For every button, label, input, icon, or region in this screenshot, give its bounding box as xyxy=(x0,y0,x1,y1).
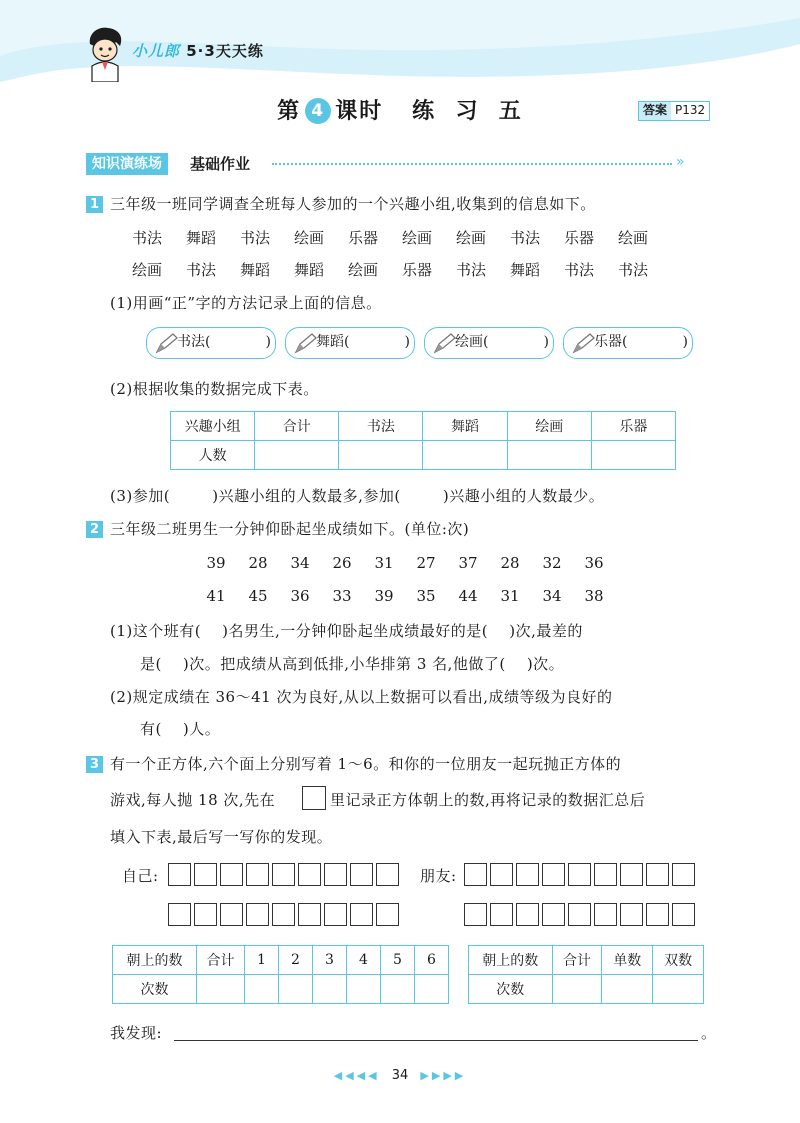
answer-cell[interactable] xyxy=(552,975,602,1004)
data-value: 34 xyxy=(290,554,310,572)
data-value: 书法 xyxy=(455,261,486,279)
left-arrows-icon: ◀◀◀◀ xyxy=(333,1069,380,1082)
table-header-cell: 合计 xyxy=(552,946,602,975)
record-box[interactable] xyxy=(516,903,539,926)
tally-box-dance[interactable] xyxy=(285,327,415,359)
self-record-row-2 xyxy=(168,903,399,926)
record-box[interactable] xyxy=(594,863,617,886)
answer-cell[interactable] xyxy=(415,975,449,1004)
data-value: 45 xyxy=(248,587,268,605)
right-arrows-icon: ▶▶▶▶ xyxy=(420,1069,467,1082)
answer-cell[interactable] xyxy=(279,975,313,1004)
record-box[interactable] xyxy=(324,903,347,926)
finding-end: 。 xyxy=(701,1024,717,1042)
table-header-cell: 5 xyxy=(381,946,415,975)
answer-cell[interactable] xyxy=(653,975,704,1004)
answer-cell[interactable] xyxy=(591,441,675,470)
answer-label: 答案 xyxy=(639,102,671,120)
data-value: 44 xyxy=(458,587,478,605)
q1-part3: (3)参加( )兴趣小组的人数最多,参加( )兴趣小组的人数最少。 xyxy=(110,487,605,505)
answer-cell[interactable] xyxy=(245,975,279,1004)
question-number-1: 1 xyxy=(86,196,103,213)
self-label: 自己: xyxy=(122,867,159,885)
boy-mascot-icon xyxy=(84,26,126,82)
record-box[interactable] xyxy=(168,863,191,886)
data-value: 41 xyxy=(206,587,226,605)
answer-cell[interactable] xyxy=(602,975,653,1004)
record-box[interactable] xyxy=(568,903,591,926)
record-box[interactable] xyxy=(542,903,565,926)
tally-label: 舞蹈( xyxy=(316,334,350,350)
q2-part2-line1: (2)规定成绩在 36～41 次为良好,从以上数据可以看出,成绩等级为良好的 xyxy=(110,688,613,706)
record-box[interactable] xyxy=(620,903,643,926)
data-value: 书法 xyxy=(185,261,216,279)
record-box[interactable] xyxy=(272,863,295,886)
q3-text-line2a: 游戏,每人抛 18 次,先在 xyxy=(110,791,276,809)
data-value: 绘画 xyxy=(617,229,648,247)
record-box[interactable] xyxy=(464,903,487,926)
record-box[interactable] xyxy=(194,903,217,926)
data-value: 26 xyxy=(332,554,352,572)
data-value: 31 xyxy=(500,587,520,605)
section-tag: 知识演练场 xyxy=(86,153,168,175)
example-box xyxy=(302,786,326,810)
finding-label: 我发现: xyxy=(110,1024,163,1042)
section-subtitle: 基础作业 xyxy=(190,155,251,173)
record-box[interactable] xyxy=(568,863,591,886)
record-box[interactable] xyxy=(298,903,321,926)
tally-close: ) xyxy=(682,334,688,350)
table-header-cell: 3 xyxy=(313,946,347,975)
data-value: 28 xyxy=(500,554,520,572)
record-box[interactable] xyxy=(672,863,695,886)
data-value: 舞蹈 xyxy=(239,261,270,279)
data-value: 书法 xyxy=(509,229,540,247)
record-box[interactable] xyxy=(646,903,669,926)
data-value: 绘画 xyxy=(293,229,324,247)
table-header-cell: 舞蹈 xyxy=(423,412,507,441)
pencil-icon xyxy=(433,332,457,354)
q2-part2-line2: 有( )人。 xyxy=(140,720,221,738)
data-value: 28 xyxy=(248,554,268,572)
table-header-cell: 兴趣小组 xyxy=(171,412,255,441)
record-box[interactable] xyxy=(594,903,617,926)
q1-text: 三年级一班同学调查全班每人参加的一个兴趣小组,收集到的信息如下。 xyxy=(110,195,596,213)
table-header-cell: 4 xyxy=(347,946,381,975)
data-value: 36 xyxy=(290,587,310,605)
data-value: 书法 xyxy=(617,261,648,279)
answer-cell[interactable] xyxy=(347,975,381,1004)
data-value: 31 xyxy=(374,554,394,572)
q2-part1-line1: (1)这个班有( )名男生,一分钟仰卧起坐成绩最好的是( )次,最差的 xyxy=(110,622,583,640)
tally-label: 绘画( xyxy=(455,334,489,350)
data-value: 37 xyxy=(458,554,478,572)
data-value: 35 xyxy=(416,587,436,605)
record-box[interactable] xyxy=(298,863,321,886)
q1-data-row-1 xyxy=(120,227,660,248)
q3-text-line2b: 里记录正方体朝上的数,再将记录的数据汇总后 xyxy=(330,791,646,809)
data-value: 书法 xyxy=(239,229,270,247)
tally-close: ) xyxy=(404,334,410,350)
data-value: 乐器 xyxy=(401,261,432,279)
answer-page: P132 xyxy=(675,103,706,117)
q3-text-line1: 有一个正方体,六个面上分别写着 1～6。和你的一位朋友一起玩抛正方体的 xyxy=(110,755,622,773)
record-box[interactable] xyxy=(464,863,487,886)
table-header-cell: 单数 xyxy=(602,946,653,975)
record-box[interactable] xyxy=(220,863,243,886)
friend-record-row-1 xyxy=(464,863,695,886)
record-box[interactable] xyxy=(646,863,669,886)
record-box[interactable] xyxy=(516,863,539,886)
record-box[interactable] xyxy=(620,863,643,886)
q3-text-line3: 填入下表,最后写一写你的发现。 xyxy=(110,828,333,846)
record-box[interactable] xyxy=(376,863,399,886)
data-value: 32 xyxy=(542,554,562,572)
table-row-label: 人数 xyxy=(171,441,255,470)
q1-part1: (1)用画“正”字的方法记录上面的信息。 xyxy=(110,294,382,312)
record-box[interactable] xyxy=(246,863,269,886)
data-value: 36 xyxy=(584,554,604,572)
double-chevron-icon: » xyxy=(676,154,685,170)
friend-summary-table xyxy=(468,945,704,1004)
q2-scores-row-1 xyxy=(195,553,615,572)
answer-cell[interactable] xyxy=(339,441,423,470)
table-header-cell: 乐器 xyxy=(591,412,675,441)
data-value: 舞蹈 xyxy=(185,229,216,247)
data-value: 乐器 xyxy=(563,229,594,247)
table-header-cell: 朝上的数 xyxy=(469,946,553,975)
tally-box-instrument[interactable] xyxy=(563,327,693,359)
answer-cell[interactable] xyxy=(381,975,415,1004)
logo-text xyxy=(132,40,264,61)
table-header-cell: 双数 xyxy=(653,946,704,975)
self-summary-table xyxy=(112,945,449,1004)
data-value: 书法 xyxy=(131,229,162,247)
data-value: 33 xyxy=(332,587,352,605)
record-box[interactable] xyxy=(350,903,373,926)
self-record-row-1 xyxy=(168,863,399,886)
answer-cell[interactable] xyxy=(255,441,339,470)
data-value: 绘画 xyxy=(347,261,378,279)
record-box[interactable] xyxy=(272,903,295,926)
friend-record-row-2 xyxy=(464,903,695,926)
record-box[interactable] xyxy=(490,903,513,926)
data-value: 舞蹈 xyxy=(293,261,324,279)
data-value: 书法 xyxy=(563,261,594,279)
data-value: 39 xyxy=(206,554,226,572)
record-box[interactable] xyxy=(168,903,191,926)
data-value: 39 xyxy=(374,587,394,605)
pencil-icon xyxy=(155,332,179,354)
record-box[interactable] xyxy=(376,903,399,926)
answer-cell[interactable] xyxy=(423,441,507,470)
q1-part2: (2)根据收集的数据完成下表。 xyxy=(110,380,319,398)
page-number xyxy=(0,1068,800,1083)
record-box[interactable] xyxy=(220,903,243,926)
title-prefix: 第 xyxy=(277,99,302,124)
page-number-value: 34 xyxy=(391,1068,409,1083)
data-value: 绘画 xyxy=(131,261,162,279)
record-box[interactable] xyxy=(350,863,373,886)
answer-cell[interactable] xyxy=(197,975,245,1004)
record-box[interactable] xyxy=(542,863,565,886)
data-value: 34 xyxy=(542,587,562,605)
friend-label: 朋友: xyxy=(420,867,457,885)
logo-series: 5·3天天练 xyxy=(186,42,264,60)
table-row-label: 次数 xyxy=(113,975,197,1004)
answer-reference xyxy=(638,101,710,121)
pencil-icon xyxy=(572,332,596,354)
data-value: 27 xyxy=(416,554,436,572)
table-header-cell: 书法 xyxy=(339,412,423,441)
interest-group-table xyxy=(170,411,676,470)
record-box[interactable] xyxy=(490,863,513,886)
question-number-2: 2 xyxy=(86,521,103,538)
tally-close: ) xyxy=(265,334,271,350)
q2-text: 三年级二班男生一分钟仰卧起坐成绩如下。(单位:次) xyxy=(110,520,470,538)
pencil-icon xyxy=(294,332,318,354)
record-box[interactable] xyxy=(194,863,217,886)
title-suffix: 课时 练 习 五 xyxy=(335,99,523,124)
table-header-cell: 1 xyxy=(245,946,279,975)
table-header-cell: 2 xyxy=(279,946,313,975)
question-number-3: 3 xyxy=(86,756,103,773)
section-divider xyxy=(272,163,672,165)
table-header-cell: 合计 xyxy=(255,412,339,441)
data-value: 38 xyxy=(584,587,604,605)
tally-box-painting[interactable] xyxy=(424,327,554,359)
tally-close: ) xyxy=(543,334,549,350)
record-box[interactable] xyxy=(246,903,269,926)
data-value: 绘画 xyxy=(401,229,432,247)
table-header-cell: 绘画 xyxy=(507,412,591,441)
tally-label: 乐器( xyxy=(594,334,628,350)
record-box[interactable] xyxy=(324,863,347,886)
q2-part1-line2: 是( )次。把成绩从高到低排,小华排第 3 名,他做了( )次。 xyxy=(140,655,565,673)
table-row-label: 次数 xyxy=(469,975,553,1004)
logo-brand: 小儿郎 xyxy=(132,42,181,60)
data-value: 绘画 xyxy=(455,229,486,247)
table-header-cell: 朝上的数 xyxy=(113,946,197,975)
q1-data-row-2 xyxy=(120,259,660,280)
finding-answer-line[interactable] xyxy=(174,1040,698,1041)
table-header-cell: 6 xyxy=(415,946,449,975)
tally-label: 书法( xyxy=(177,334,211,350)
data-value: 乐器 xyxy=(347,229,378,247)
table-header-cell: 合计 xyxy=(197,946,245,975)
data-value: 舞蹈 xyxy=(509,261,540,279)
lesson-number-badge: 4 xyxy=(305,98,331,124)
record-box[interactable] xyxy=(672,903,695,926)
answer-cell[interactable] xyxy=(313,975,347,1004)
answer-cell[interactable] xyxy=(507,441,591,470)
tally-box-calligraphy[interactable] xyxy=(146,327,276,359)
q2-scores-row-2 xyxy=(195,586,615,605)
